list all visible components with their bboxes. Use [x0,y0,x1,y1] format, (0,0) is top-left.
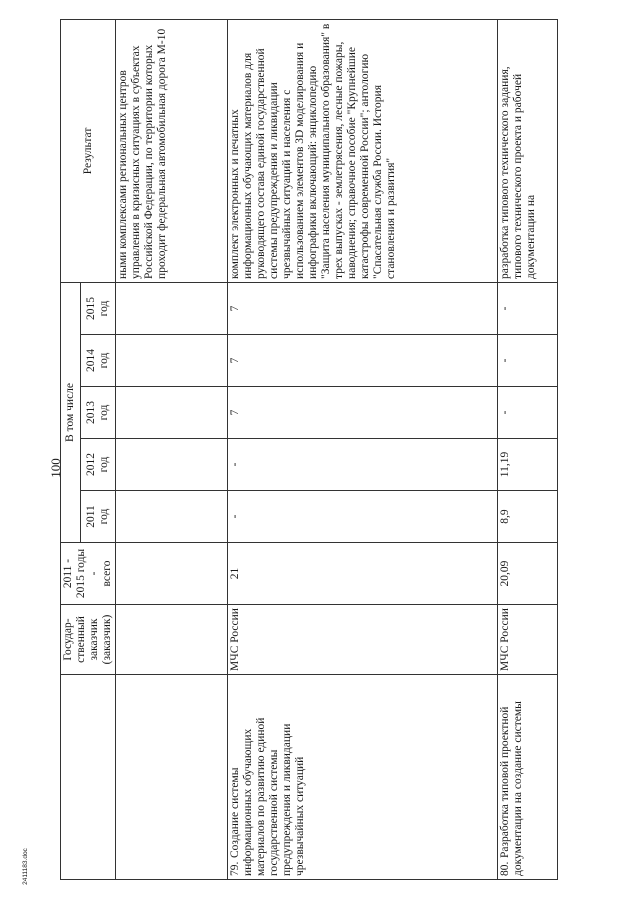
header-year-2014: 2014 год [80,335,115,387]
row-year-2012 [116,439,228,491]
row-customer: МЧС России [498,605,558,675]
header-row-1 [61,19,81,879]
page-number: 100 [47,458,63,478]
row-name-cell: 79.Создание системы информационных обучающих материалов по развитию единой государственной системы предупреждения и ликвидации чрезвычайных ситуаций [228,675,498,880]
program-table [60,19,558,880]
table-row [116,19,228,879]
header-including: В том числе [61,282,81,542]
row-result: ными комплексами региональных центров управления в кризисных ситуациях в субъектах Российской Федерации, по территории которых проходит федеральная автомобильная дорога М-10 [116,19,228,282]
row-year-2013: - [498,387,558,439]
row-year-2014 [116,335,228,387]
row-year-2011 [116,491,228,543]
row-total: 21 [228,543,498,605]
row-name-cell: 80.Разработка типовой проектной документации на создание системы [498,675,558,880]
header-name-empty [61,675,116,880]
row-total: 20,09 [498,543,558,605]
row-name-cell [116,675,228,880]
footer-code: 2411183.doc [21,848,29,885]
rotated-table-page [60,20,580,880]
row-year-2014: 7 [228,335,498,387]
row-year-2013: 7 [228,387,498,439]
header-result: Результат [61,19,116,282]
row-customer: МЧС России [228,605,498,675]
table-row [228,19,498,879]
row-year-2015: - [498,282,558,334]
header-year-2013: 2013 год [80,387,115,439]
row-year-2012: 11,19 [498,439,558,491]
row-year-2012: - [228,439,498,491]
header-customer: Государ- ственный заказчик (заказчик) [61,605,116,675]
row-year-2011: 8,9 [498,491,558,543]
row-year-2015 [116,282,228,334]
table-row [498,19,558,879]
row-year-2013 [116,387,228,439]
row-result: разработка типового технического задания, типового технического проекта и рабочей документации на [498,19,558,282]
header-year-2015: 2015 год [80,282,115,334]
row-result: комплект электронных и печатных информационных обучающих материалов для руководящего состава единой государственной системы предупреждения и ликвидации чрезвычайных ситуаций и населения с использованием элементов 3D моделирования и инфографики включающий: энциклопедию "Защита населения муниципального образования" в трех выпусках - землетрясения, лесные пожары, наводнения; справочное пособие "Крупнейшие катастрофы современной России"; антологию "Спасательная служба России. История становления и развития" [228,19,498,282]
row-total [116,543,228,605]
row-customer [116,605,228,675]
row-year-2011: - [228,491,498,543]
header-year-2011: 2011 год [80,491,115,543]
row-year-2015: 7 [228,282,498,334]
header-total: 2011 - 2015 годы - всего [61,543,116,605]
row-year-2014: - [498,335,558,387]
header-year-2012: 2012 год [80,439,115,491]
